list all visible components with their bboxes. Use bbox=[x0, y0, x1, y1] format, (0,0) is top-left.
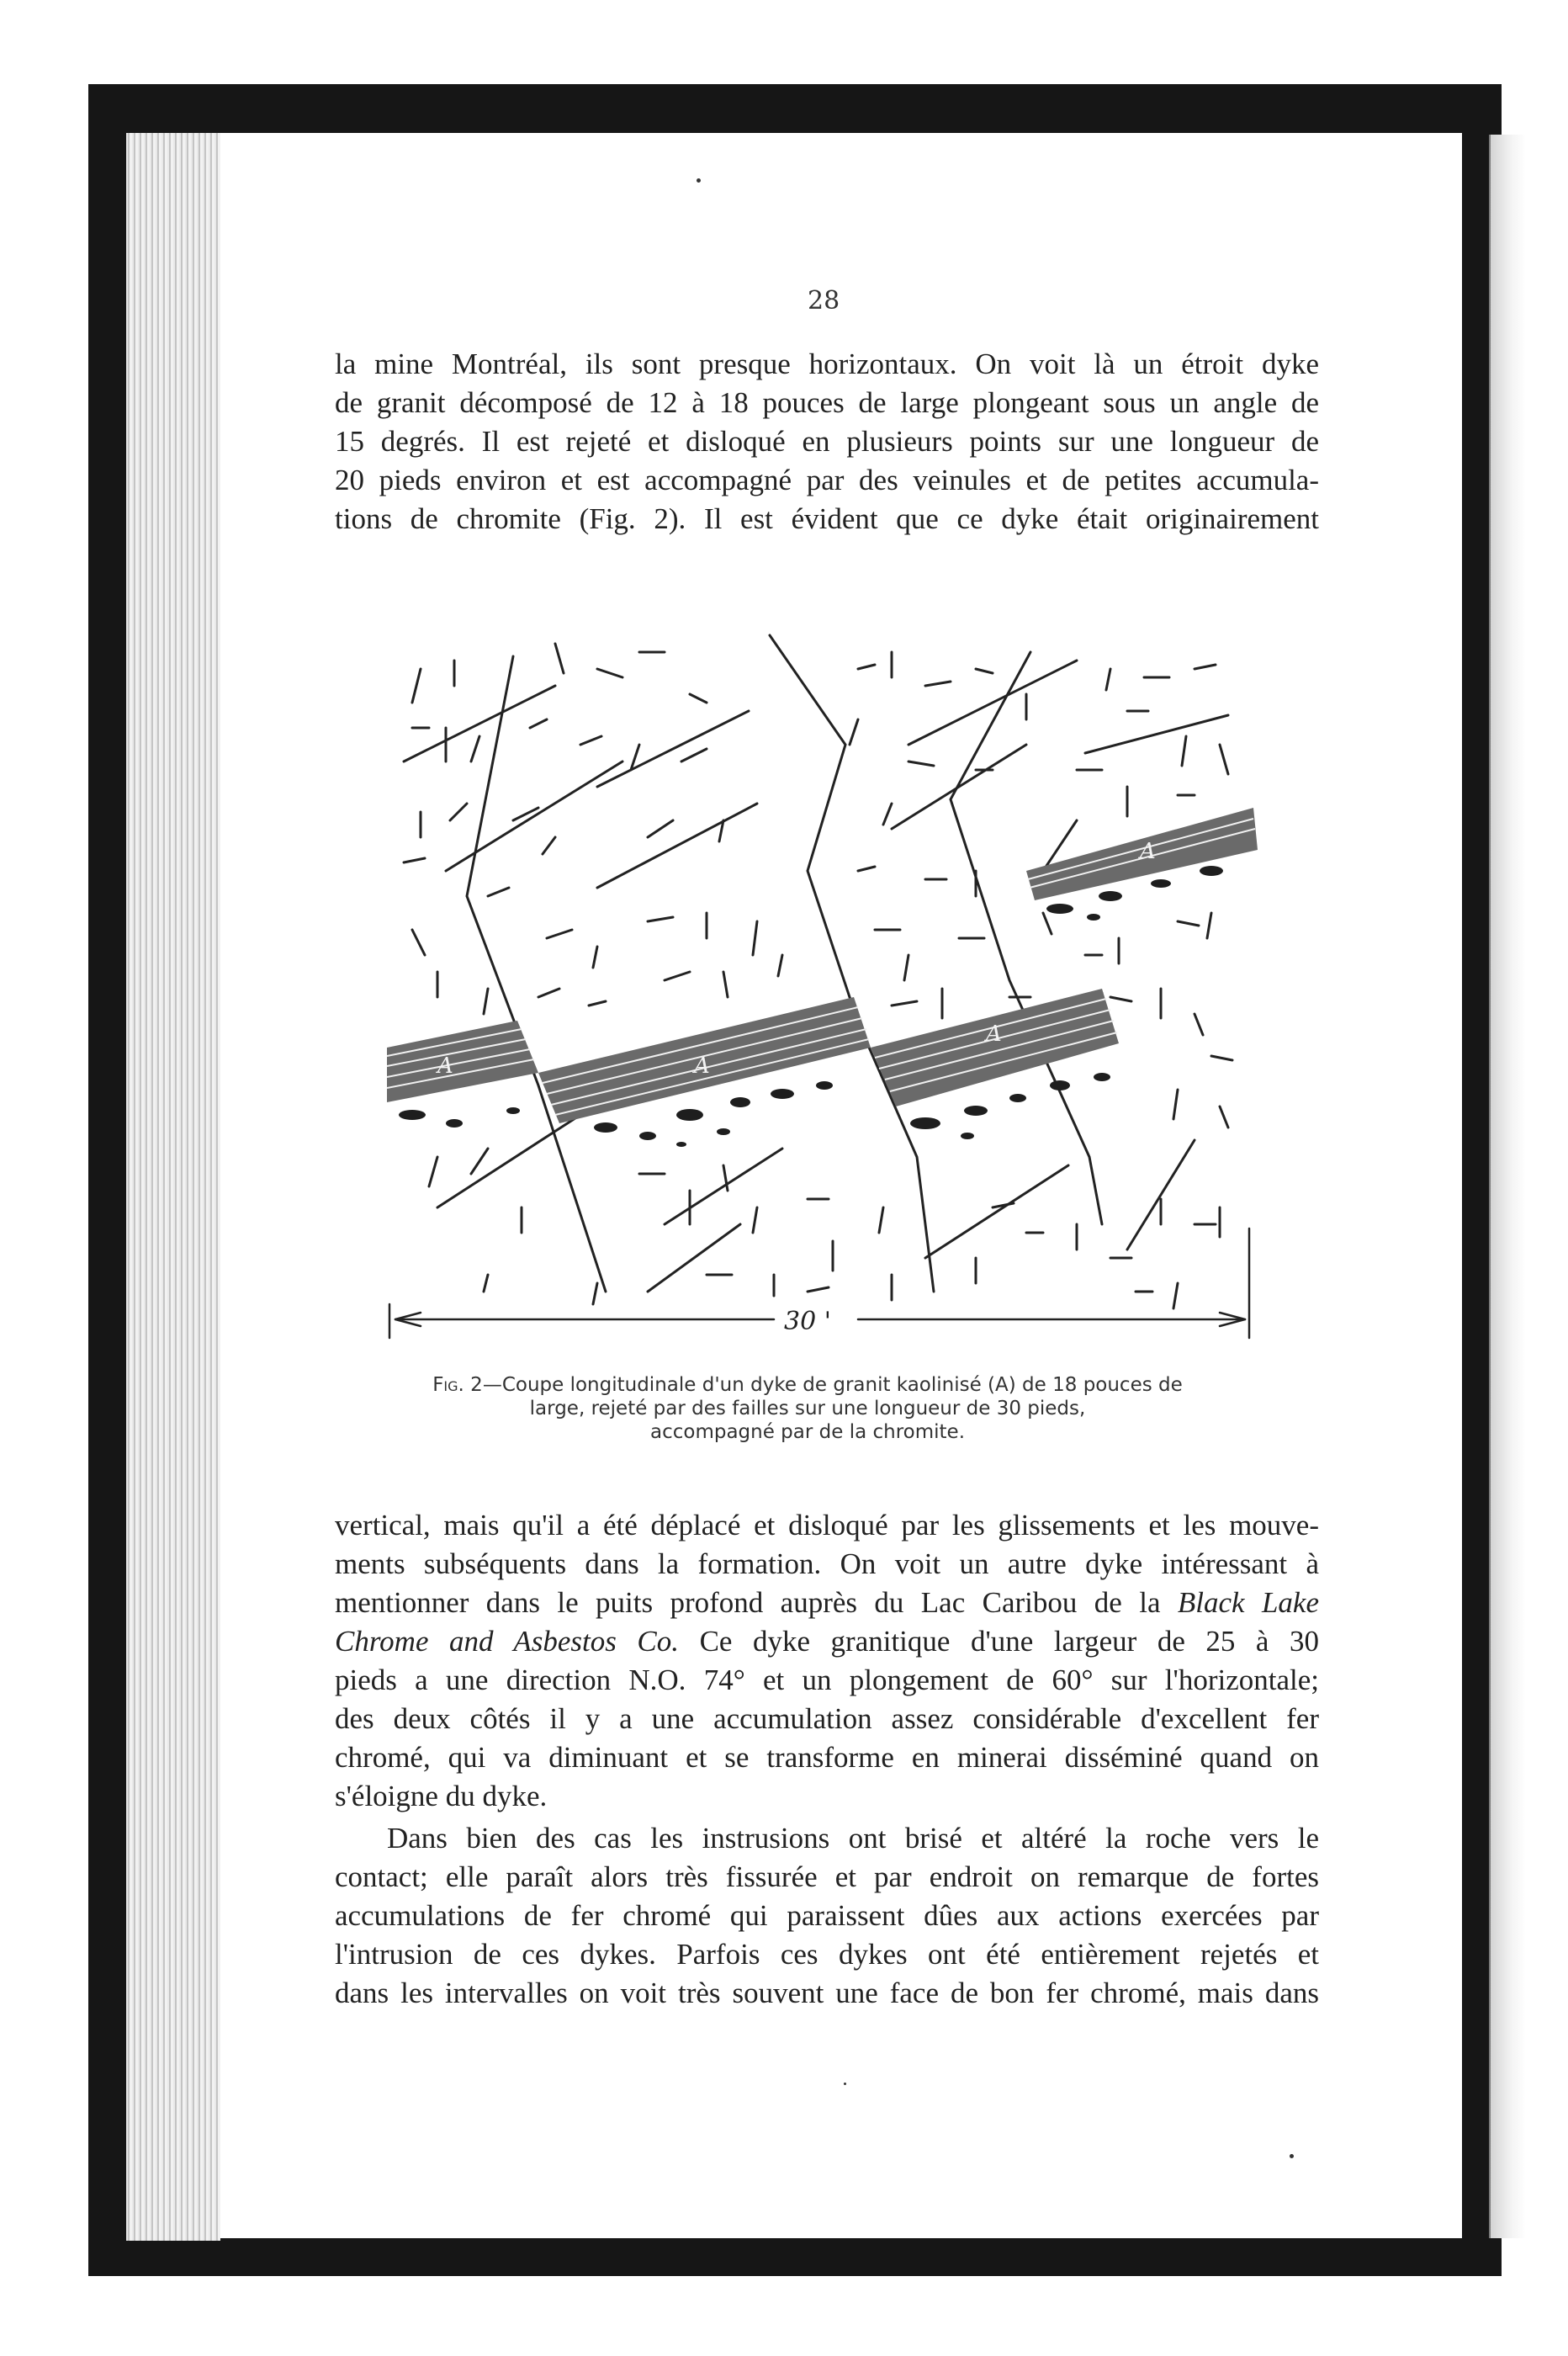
bottom-paragraph-1 bbox=[335, 1506, 1319, 1816]
page-number: 28 bbox=[808, 286, 840, 316]
ink-speck bbox=[844, 2083, 846, 2085]
next-page-edge bbox=[1491, 135, 1526, 2238]
scan-border-left bbox=[88, 84, 129, 2272]
top-paragraph bbox=[335, 345, 1319, 539]
caption-label: Fig. 2 bbox=[432, 1374, 483, 1396]
bottom-paragraph-2 bbox=[335, 1819, 1319, 2013]
text-line: contact; elle paraît alors très fissurée et par endroit on remarque de fortes bbox=[335, 1860, 1319, 1893]
text-line: tions de chromite (Fig. 2). Il est évident que ce dyke était originairement bbox=[335, 502, 1319, 535]
fault-line bbox=[467, 656, 606, 1292]
text-line: des deux côtés il y a une accumulation assez considérable d'excellent fer bbox=[335, 1702, 1319, 1735]
caption-line-3: accompagné par de la chromite. bbox=[649, 1421, 966, 1443]
text-segment: Ce dyke granitique d'une largeur de 25 à 30 bbox=[699, 1625, 1319, 1658]
text-line bbox=[335, 1584, 1319, 1622]
caption-line-1 bbox=[349, 1373, 1266, 1397]
figure-caption bbox=[349, 1373, 1266, 1444]
text-segment: mentionner dans le puits profond auprès du Lac Caribou de la bbox=[335, 1586, 1161, 1619]
text-line: 15 degrés. Il est rejeté et disloqué en plusieurs points sur une longueur de bbox=[335, 425, 1319, 458]
text-line: s'éloigne du dyke. bbox=[335, 1780, 548, 1812]
scan-margin-left bbox=[0, 0, 93, 2356]
text-line: Dans bien des cas les instrusions ont brisé et altéré la roche vers le bbox=[387, 1822, 1319, 1855]
cross-section-drawing bbox=[387, 618, 1262, 1350]
company-name-part-1: Black Lake bbox=[1177, 1586, 1319, 1619]
ink-speck bbox=[697, 178, 701, 183]
scan-border-bottom bbox=[88, 2238, 1502, 2276]
dyke-label-a: A bbox=[437, 1053, 453, 1079]
text-line: l'intrusion de ces dykes. Parfois ces dykes ont été entièrement rejetés et bbox=[335, 1938, 1319, 1971]
dyke-segment bbox=[387, 1021, 538, 1102]
scan-border-right bbox=[1462, 84, 1491, 2272]
text-line: ments subséquents dans la formation. On voit un autre dyke intéressant à bbox=[335, 1547, 1319, 1580]
fault-line bbox=[770, 635, 934, 1292]
caption-line-2: large, rejeté par des failles sur une longueur de 30 pieds, bbox=[529, 1398, 1086, 1419]
dyke-cross-section-figure bbox=[387, 618, 1262, 1350]
scan-margin-top bbox=[0, 0, 1568, 93]
text-line: vertical, mais qu'il a été déplacé et disloqué par les glissements et les mouve- bbox=[335, 1509, 1319, 1541]
scan-border-top bbox=[88, 84, 1502, 135]
text-line: accumulations de fer chromé qui paraissent dûes aux actions exercées par bbox=[335, 1899, 1319, 1932]
text-line: de granit décomposé de 12 à 18 pouces de large plongeant sous un angle de bbox=[335, 386, 1319, 419]
dyke-label-a: A bbox=[694, 1053, 710, 1079]
text-line: 20 pieds environ et est accompagné par des veinules et de petites accumula- bbox=[335, 464, 1319, 496]
company-name-part-2: Chrome and Asbestos Co. bbox=[335, 1625, 680, 1658]
ink-speck bbox=[1290, 2154, 1294, 2158]
scale-label: 30 ' bbox=[784, 1307, 831, 1336]
book-page-edges bbox=[126, 133, 220, 2241]
text-line: pieds a une direction N.O. 74° et un plongement de 60° sur l'horizontale; bbox=[335, 1664, 1319, 1696]
text-line: la mine Montréal, ils sont presque horizontaux. On voit là un étroit dyke bbox=[335, 348, 1319, 380]
text-line: chromé, qui va diminuant et se transforme en minerai disséminé quand on bbox=[335, 1741, 1319, 1774]
dyke-label-a: A bbox=[986, 1021, 1002, 1047]
text-line bbox=[335, 1622, 1319, 1661]
caption-text: —Coupe longitudinale d'un dyke de granit kaolinisé (A) de 18 pouces de bbox=[482, 1374, 1183, 1396]
dyke-label-a: A bbox=[1140, 839, 1156, 864]
text-line: dans les intervalles on voit très souvent une face de bon fer chromé, mais dans bbox=[335, 1977, 1319, 2009]
dyke-segment bbox=[871, 989, 1119, 1106]
